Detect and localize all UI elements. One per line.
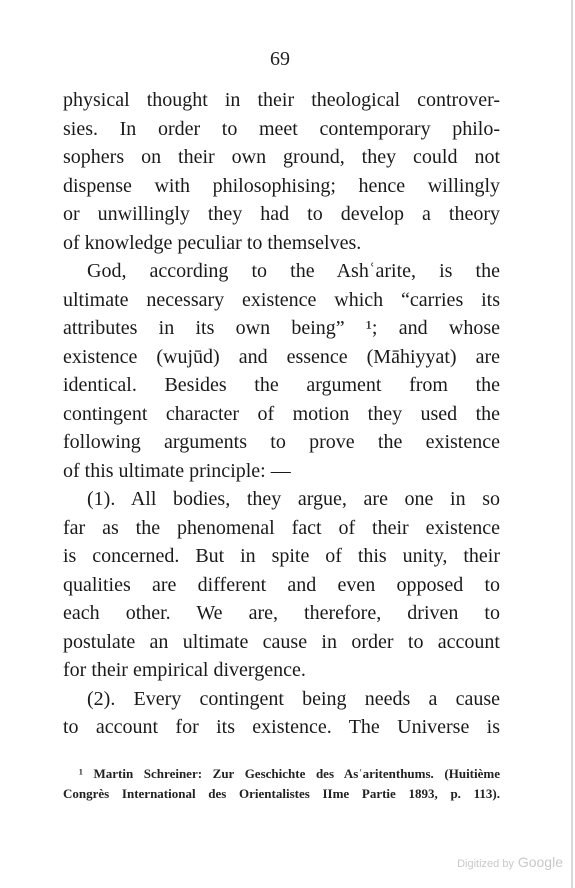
footnote-line: ¹ Martin Schreiner: Zur Geschichte des Asʿaritenthums. (Huitième [79,766,500,781]
text-line: of this ultimate principle: — [63,459,291,482]
text-line: of knowledge peculiar to themselves. [63,231,362,254]
text-line: following arguments to prove the existence [63,431,500,453]
text-line: each other. We are, therefore, driven to [63,602,500,624]
footnotes [63,764,500,804]
text-line: physical thought in their theological controver- [63,89,500,111]
text-line: God, according to the Ashʿarite, is the [87,260,500,282]
text-line: existence (wujūd) and essence (Māhiyyat) are [63,345,500,368]
text-line: sophers on their own ground, they could not [63,146,500,168]
page-edge [571,0,573,888]
google-watermark [457,854,563,870]
text-line: identical. Besides the argument from the [63,374,500,396]
text-line: to account for its existence. The Universe is [63,716,500,738]
page-number: 69 [270,48,290,70]
text-line: qualities are different and even opposed to [63,573,500,596]
watermark-prefix: Digitized by [457,858,514,870]
text-line: dispense with philosophising; hence willingly [63,174,500,197]
text-line: (1). All bodies, they argue, are one in so [87,488,500,510]
text-line: attributes in its own being” ¹; and whose [63,317,500,339]
text-line: ultimate necessary existence which “carries its [63,288,500,311]
text-line: contingent character of motion they used the [63,402,500,425]
text-line: postulate an ultimate cause in order to account [63,630,500,653]
text-line: or unwillingly they had to develop a theory [63,203,500,225]
text-line: far as the phenomenal fact of their existence [63,516,500,539]
text-line: (2). Every contingent being needs a cause [87,687,500,710]
text-line: is concerned. But in spite of this unity, their [63,545,500,567]
body-text [63,86,500,742]
text-line: sies. In order to meet contemporary philo- [63,117,500,140]
watermark-brand: Google [517,854,563,870]
text-line: for their empirical divergence. [63,659,306,681]
footnote-line: Congrès International des Orientalistes IIme Partie 1893, p. 113). [63,786,500,801]
